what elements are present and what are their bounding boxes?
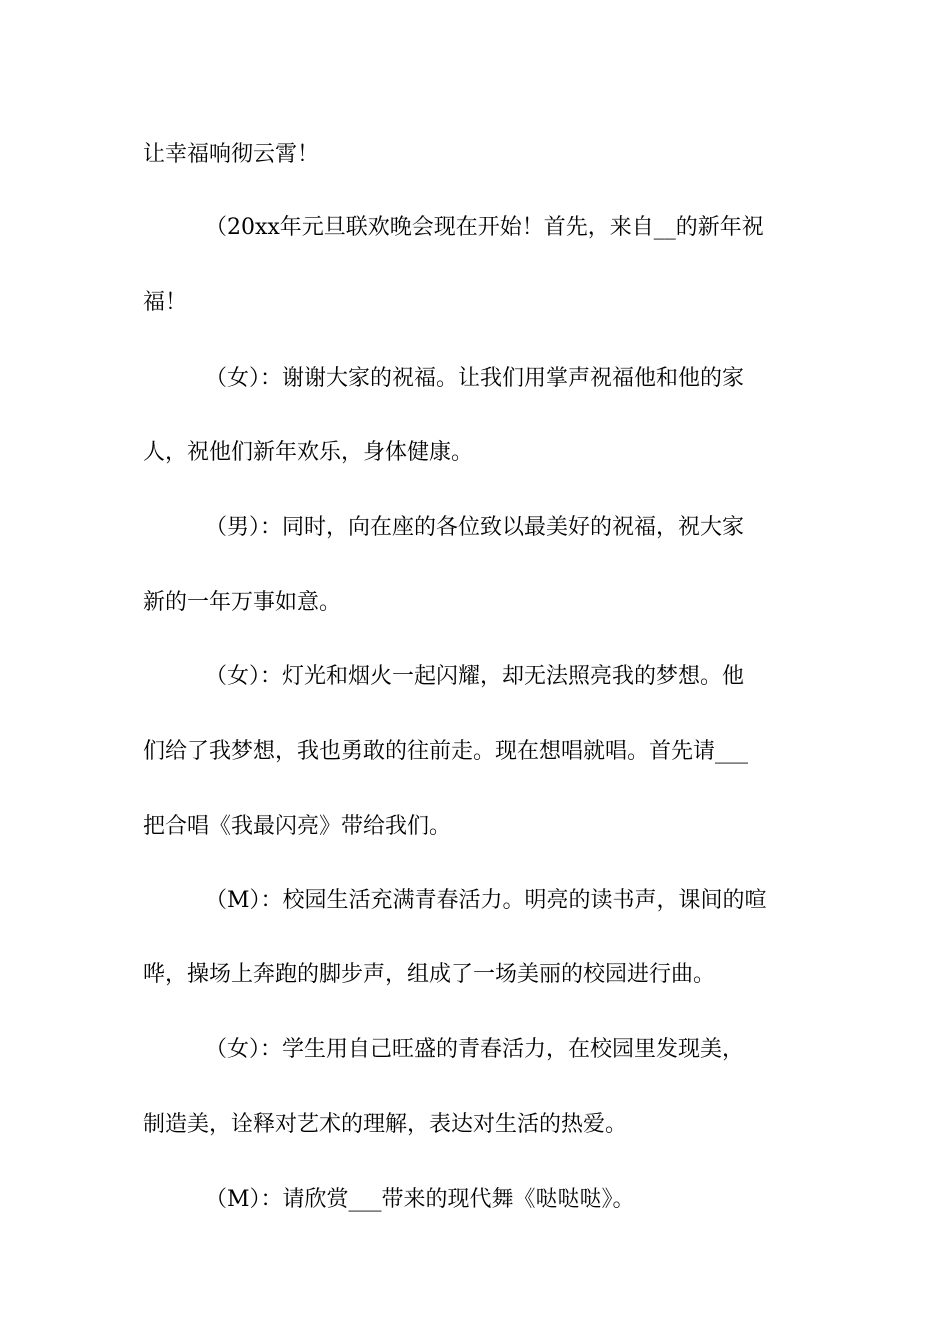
- paragraph-start-line: （M）：请欣赏___带来的现代舞《哒哒哒》。: [205, 1187, 635, 1212]
- paragraph-start-line: （女）：灯光和烟火一起闪耀，却无法照亮我的梦想。他: [205, 664, 745, 689]
- text-line: 人，祝他们新年欢乐，身体健康。: [143, 440, 474, 465]
- text-line: 让幸福响彻云霄！: [143, 142, 320, 167]
- paragraph-start-line: （女）：谢谢大家的祝福。让我们用掌声祝福他和他的家: [205, 366, 745, 391]
- paragraph-start-line: （女）：学生用自己旺盛的青春活力，在校园里发现美，: [205, 1037, 745, 1062]
- text-line: 哗，操场上奔跑的脚步声，组成了一场美丽的校园进行曲。: [143, 962, 716, 987]
- paragraph-start-line: （男）：同时，向在座的各位致以最美好的祝福，祝大家: [205, 515, 745, 540]
- paragraph-start-line: （20xx年元旦联欢晚会现在开始！首先，来自__的新年祝: [205, 215, 764, 240]
- paragraph-start-line: （M）：校园生活充满青春活力。明亮的读书声，课间的喧: [205, 888, 767, 913]
- text-line: 制造美，诠释对艺术的理解，表达对生活的热爱。: [143, 1112, 628, 1137]
- text-line: 把合唱《我最闪亮》带给我们。: [143, 814, 452, 839]
- text-line: 们给了我梦想，我也勇敢的往前走。现在想唱就唱。首先请___: [143, 739, 749, 764]
- text-line: 福！: [143, 290, 188, 315]
- text-line: 新的一年万事如意。: [143, 590, 342, 615]
